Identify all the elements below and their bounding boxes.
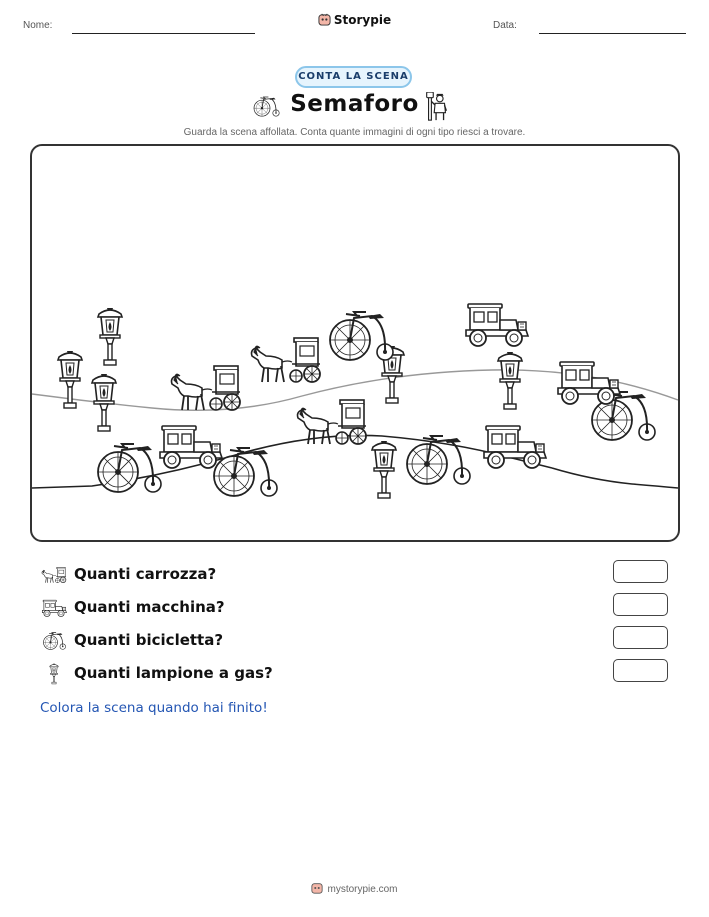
car <box>484 426 546 468</box>
carriage-icon <box>40 564 68 586</box>
storypie-logo-icon <box>318 13 331 26</box>
gas-lamp <box>98 308 122 365</box>
carriage <box>172 366 241 410</box>
question-row-carriage <box>40 563 670 587</box>
gas-lamp <box>372 441 396 498</box>
date-line[interactable] <box>539 33 686 34</box>
answer-box-carriage[interactable] <box>613 560 668 583</box>
question-row-car <box>40 596 670 620</box>
activity-badge: CONTA LA SCENA <box>295 66 412 88</box>
car-icon <box>40 597 68 619</box>
brand <box>0 13 709 27</box>
instructions-subtitle: Guarda la scena affollata. Conta quante immagini di ogni tipo riesci a trovare. <box>183 127 526 138</box>
gas-lamp <box>498 352 522 409</box>
answer-box-gas-lamp[interactable] <box>613 659 668 682</box>
traffic-officer-icon <box>425 92 449 122</box>
question-label: Quanti bicicletta? <box>74 631 224 649</box>
car <box>558 362 620 404</box>
bicycle <box>98 444 161 492</box>
gas-lamp-icon <box>40 663 68 685</box>
footer-url[interactable]: mystorypie.com <box>327 884 398 895</box>
answer-box-bicycle[interactable] <box>613 626 668 649</box>
gas-lamp <box>92 374 116 431</box>
answer-box-car[interactable] <box>613 593 668 616</box>
bicycle <box>330 312 393 360</box>
name-label: Nome: <box>23 20 53 31</box>
storypie-logo-icon <box>311 882 323 894</box>
front-hill-line-right <box>552 468 678 488</box>
date-label: Data: <box>493 20 517 31</box>
brand-name: Storypie <box>333 13 392 27</box>
question-label: Quanti macchina? <box>74 598 225 616</box>
footer <box>0 882 709 895</box>
carriage <box>252 338 321 382</box>
name-line[interactable] <box>72 33 255 34</box>
crowded-scene[interactable] <box>30 144 680 542</box>
coloring-instruction: Colora la scena quando hai finito! <box>40 700 268 716</box>
page-title: Semaforo <box>290 91 419 117</box>
bicycle-icon <box>40 630 68 652</box>
question-row-gas-lamp <box>40 662 670 686</box>
car <box>466 304 528 346</box>
question-label: Quanti lampione a gas? <box>74 664 273 682</box>
question-label: Quanti carrozza? <box>74 565 217 583</box>
question-row-bicycle <box>40 629 670 653</box>
car <box>160 426 222 468</box>
bicycle <box>214 448 277 496</box>
